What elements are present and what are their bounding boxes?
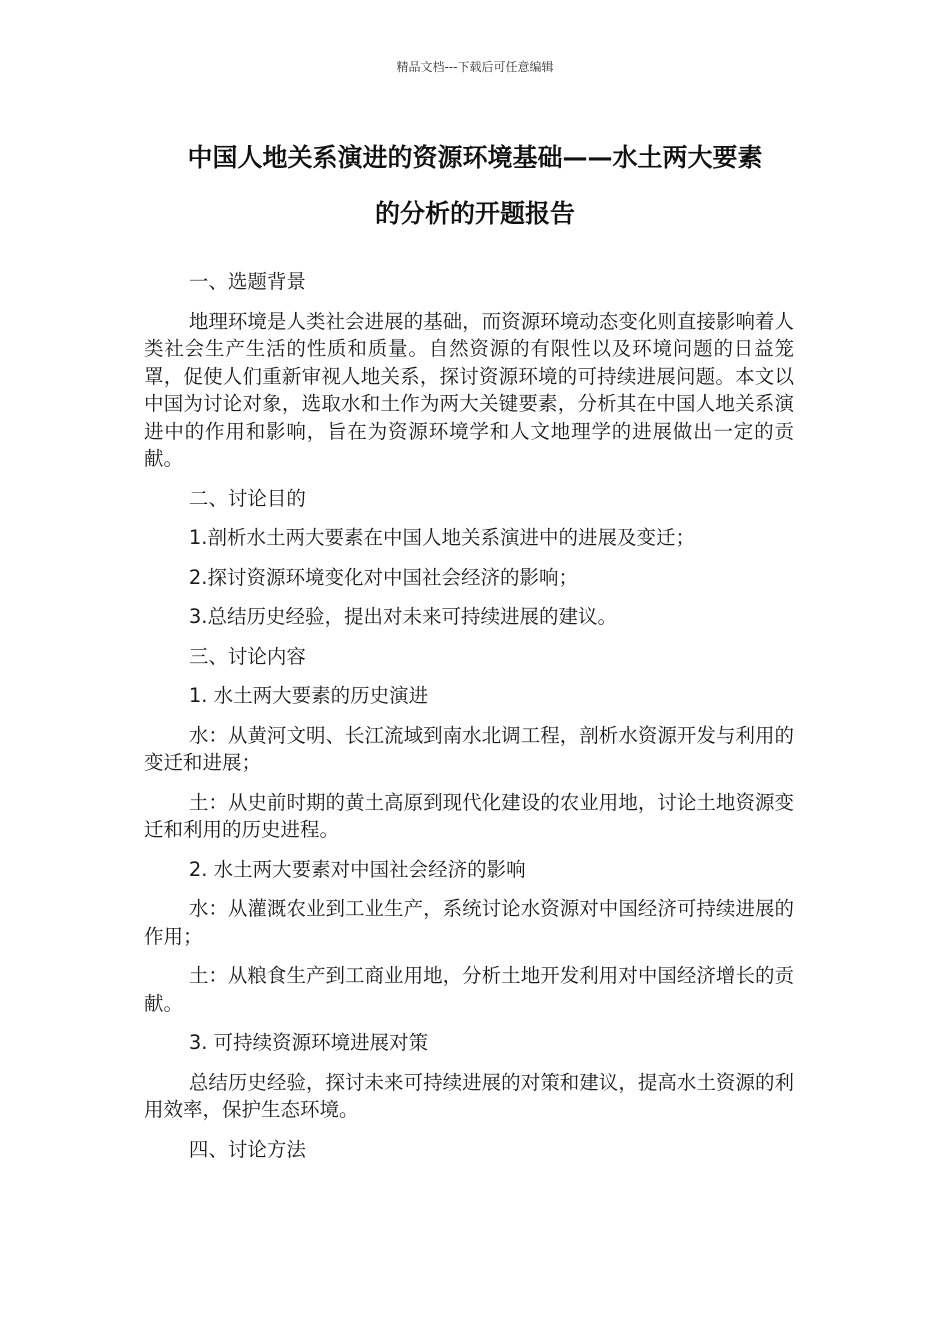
purpose-item-3: 3.总结历史经验，提出对未来可持续进展的建议。 — [188, 605, 617, 628]
purpose-item-2: 2.探讨资源环境变化对中国社会经济的影响； — [188, 565, 578, 589]
subheading-history: 1. 水土两大要素的历史演进 — [188, 684, 429, 707]
paragraph-water-impact: 水：从灌溉农业到工业生产，系统讨论水资源对中国经济可持续进展的作用； — [144, 897, 794, 948]
title-line-1: 中国人地关系演进的资源环境基础——水土两大要素 — [187, 143, 763, 172]
paragraph-water-history: 水：从黄河文明、长江流域到南水北调工程，剖析水资源开发与利用的变迁和进展； — [144, 723, 794, 774]
paragraph-land-history: 土：从史前时期的黄土高原到现代化建设的农业用地，讨论土地资源变迁和利用的历史进程。 — [144, 790, 794, 841]
section-heading-methods: 四、讨论方法 — [188, 1137, 306, 1161]
header-note: 精品文档---下载后可任意编辑 — [396, 60, 554, 74]
section-heading-background: 一、选题背景 — [188, 270, 306, 293]
paragraph-land-impact: 土：从粮食生产到工商业用地，分析土地开发利用对中国经济增长的贡献。 — [144, 964, 794, 1015]
document-title — [120, 130, 830, 242]
paragraph-strategy: 总结历史经验，探讨未来可持续进展的对策和建议，提高水土资源的利用效率，保护生态环境。 — [144, 1070, 794, 1121]
section-heading-content: 三、讨论内容 — [188, 644, 306, 668]
section-heading-purpose: 二、讨论目的 — [188, 486, 306, 510]
paragraph-background: 地理环境是人类社会进展的基础，而资源环境动态变化则直接影响着人类社会生产生活的性质和质量。自然资源的有限性以及环境问题的日益笼罩，促使人们重新审视人地关系，探讨资源环境的可持续进展问题。本文以中国为讨论对象，选取水和土作为两大关键要素，分析其在中国人地关系演进中的作用和影响，旨在为资源环境学和人文地理学的进展做出一定的贡献。 — [144, 309, 794, 470]
purpose-item-1: 1.剖析水土两大要素在中国人地关系演进中的进展及变迁； — [188, 526, 695, 549]
subheading-strategy: 3. 可持续资源环境进展对策 — [188, 1031, 429, 1054]
title-line-2: 的分析的开题报告 — [374, 199, 575, 228]
subheading-impact: 2. 水土两大要素对中国社会经济的影响 — [188, 857, 526, 881]
document-body — [144, 268, 794, 1175]
